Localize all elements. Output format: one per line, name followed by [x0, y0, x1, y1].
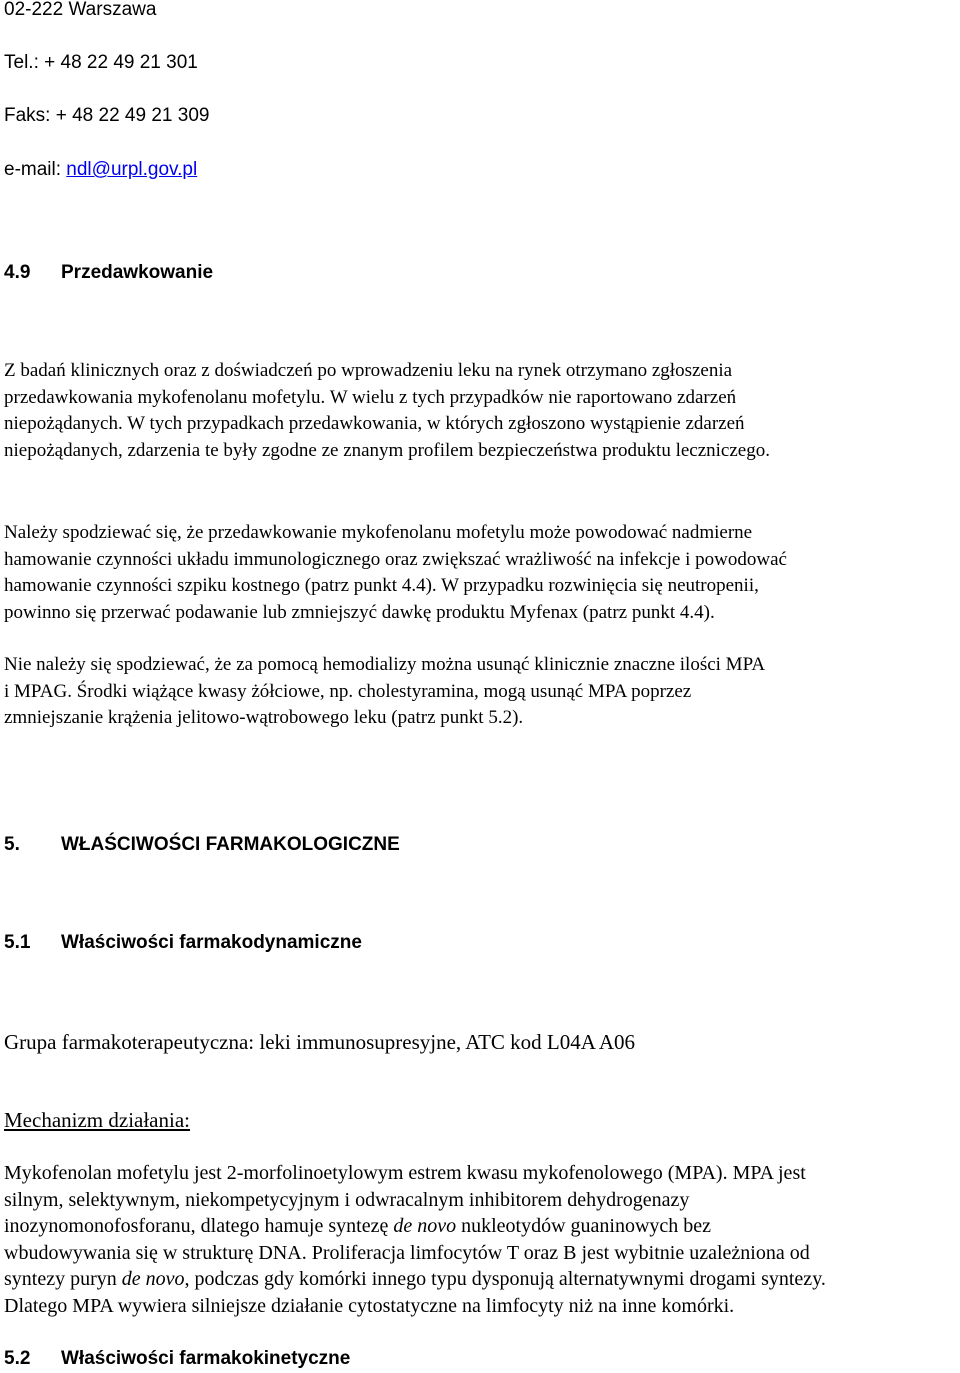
section-5-heading: [4, 833, 400, 857]
text-fragment: , podczas gdy komórki innego typu dysponują alternatywnymi drogami syntezy.: [184, 1268, 826, 1290]
text-line: Z badań klinicznych oraz z doświadczeń po wprowadzeniu leku na rynek otrzymano zgłoszenia: [4, 360, 733, 381]
section-number: 5.2: [4, 1348, 31, 1369]
text-line: silnym, selektywnym, niekompetycyjnym i odwracalnym inhibitorem dehydrogenazy: [4, 1188, 690, 1211]
section-number: 4.9: [4, 262, 31, 283]
text-fragment: nukleotydów guaninowych bez: [456, 1215, 712, 1237]
section-title: Właściwości farmakokinetyczne: [61, 1348, 351, 1369]
section-title: Właściwości farmakodynamiczne: [61, 932, 362, 953]
section-number: 5.1: [4, 932, 31, 953]
text-line: [4, 1266, 960, 1293]
text-fragment: syntezy puryn: [4, 1268, 122, 1290]
section-title: Przedawkowanie: [61, 262, 214, 283]
email-link[interactable]: ndl@urpl.gov.pl: [66, 159, 198, 180]
text-line: Należy spodziewać się, że przedawkowanie mykofenolanu mofetylu może powodować nadmierne: [4, 522, 753, 543]
contact-email-label: e-mail:: [4, 159, 67, 180]
italic-text: de novo: [393, 1215, 457, 1237]
text-line: hamowanie czynności układu immunologicznego oraz zwiększać wrażliwość na infekcje i powodować: [4, 548, 787, 570]
text-line: Nie należy się spodziewać, że za pomocą hemodializy można usunąć klinicznie znaczne ilości MPA: [4, 654, 766, 675]
italic-text: de novo: [121, 1268, 185, 1290]
text-line: niepożądanych. W tych przypadkach przedawkowania, w których zgłoszono wystąpienie zdarzeń: [4, 413, 745, 434]
contact-address: 02-222 Warszawa: [4, 0, 157, 20]
contact-email-line: [4, 158, 197, 182]
contact-tel: Tel.: + 48 22 49 21 301: [4, 52, 198, 73]
section-4-9-heading: [4, 261, 213, 285]
text-line: Mykofenolan mofetylu jest 2-morfolinoetylowym estrem kwasu mykofenolowego (MPA). MPA jest: [4, 1162, 806, 1184]
text-fragment: inozynomonofosforanu, dlatego hamuje syntezę: [4, 1215, 394, 1237]
pharmacotherapeutic-group: Grupa farmakoterapeutyczna: leki immunosupresyjne, ATC kod L04A A06: [4, 1030, 636, 1054]
text-line: powinno się przerwać podawanie lub zmniejszyć dawkę produktu Myfenax (patrz punkt 4.4).: [4, 601, 715, 623]
text-line: niepożądanych, zdarzenia te były zgodne ze znanym profilem bezpieczeństwa produktu leczniczego.: [4, 439, 770, 461]
text-line: [4, 1213, 960, 1240]
overdose-paragraph-1: [4, 358, 960, 464]
section-5-1-heading: [4, 931, 362, 955]
section-number: 5.: [4, 834, 20, 855]
text-line: przedawkowania mykofenolanu mofetylu. W wielu z tych przypadków nie raportowano zdarzeń: [4, 386, 737, 408]
overdose-paragraph-3: [4, 652, 960, 732]
text-line: hamowanie czynności szpiku kostnego (patrz punkt 4.4). W przypadku rozwinięcia się neutropenii,: [4, 575, 759, 596]
overdose-paragraph-2: [4, 520, 960, 626]
section-5-2-heading: [4, 1347, 350, 1371]
mechanism-paragraph: [4, 1160, 960, 1319]
mechanism-label: Mechanizm działania:: [4, 1108, 190, 1132]
text-line: zmniejszanie krążenia jelitowo-wątrobowego leku (patrz punkt 5.2).: [4, 707, 524, 728]
text-line: Dlatego MPA wywiera silniejsze działanie cytostatyczne na limfocyty niż na inne komórki.: [4, 1294, 735, 1317]
section-title: WŁAŚCIWOŚCI FARMAKOLOGICZNE: [61, 834, 400, 855]
contact-fax: Faks: + 48 22 49 21 309: [4, 105, 210, 126]
text-line: wbudowywania się w strukturę DNA. Proliferacja limfocytów T oraz B jest wybitnie uzależniona od: [4, 1241, 810, 1264]
text-line: i MPAG. Środki wiążące kwasy żółciowe, np. cholestyramina, mogą usunąć MPA poprzez: [4, 680, 692, 702]
